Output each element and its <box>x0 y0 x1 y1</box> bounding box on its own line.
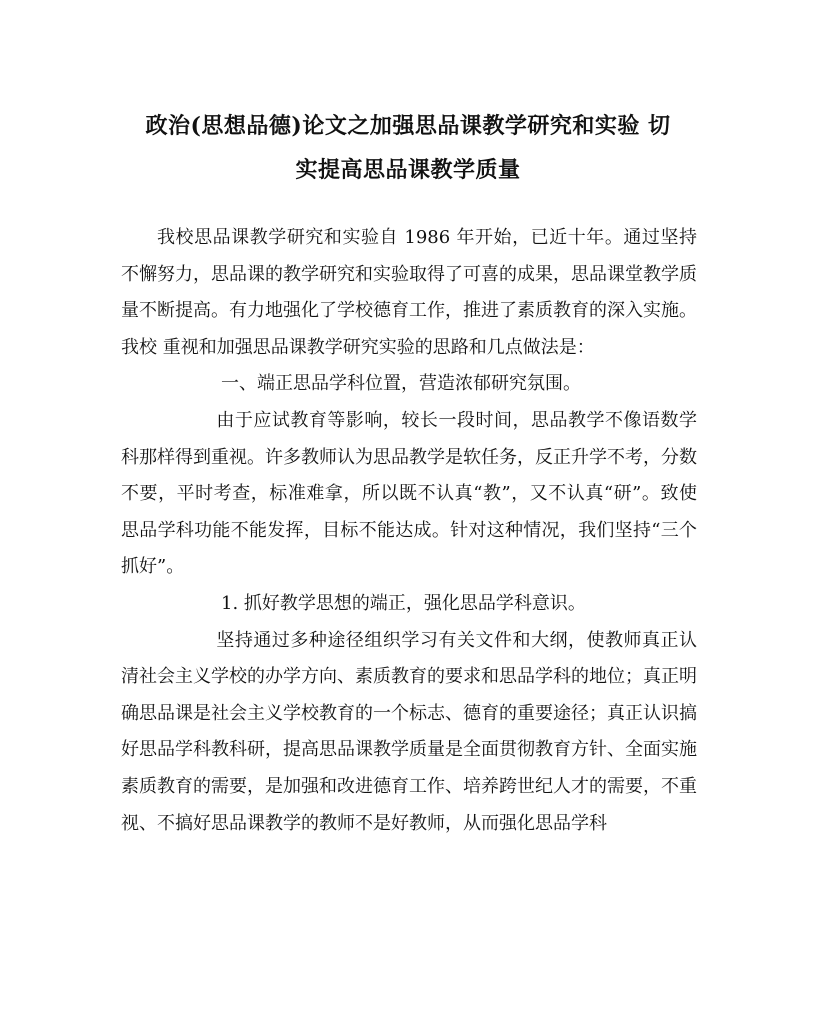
paragraph-section-1: 由于应试教育等影响，较长一段时间，思品教学不像语数学科那样得到重视。许多教师认为思品教学是软任务，反正升学不考，分数不要，平时考查，标准难拿，所以既不认真“教”，又不认真“研”。致使思品学科功能不能发挥，目标不能达成。针对这种情况，我们坚持“三个抓好”。 <box>121 409 697 578</box>
subsection-heading-1: 1. 抓好教学思想的端正，强化思品学科意识。 <box>221 592 586 614</box>
paragraph-subsection-1: 坚持通过多种途径组织学习有关文件和大纲，使教师真正认清社会主义学校的办学方向、素质教育的要求和思品学科的地位；真正明确思品课是社会主义学校教育的一个标志、德育的重要途径；真正认识搞好思品学科教科研，提高思品课教学质量是全面贯彻教育方针、全面实施素质教育的需要，是加强和改进德育工作、培养跨世纪人才的需要，不重视、不搞好思品课教学的教师不是好教师，从而强化思品学科 <box>121 629 697 834</box>
section-heading-1: 一、端正思品学科位置，营造浓郁研究氛围。 <box>221 373 581 395</box>
document-body <box>121 220 697 842</box>
document-title <box>112 104 704 192</box>
paragraph-intro: 我校思品课教学研究和实验自 1986 年开始，已近十年。通过坚持不懈努力，思品课的教学研究和实验取得了可喜的成果，思品课堂教学质量不断提高。有力地强化了学校德育工作，推进了素质教育的深入实施。我校 重视和加强思品课教学研究实验的思路和几点做法是： <box>121 227 697 358</box>
title-line-1: 政治(思想品德)论文之加强思品课教学研究和实验 切 <box>145 113 671 139</box>
title-line-2: 实提高思品课教学质量 <box>295 157 521 183</box>
